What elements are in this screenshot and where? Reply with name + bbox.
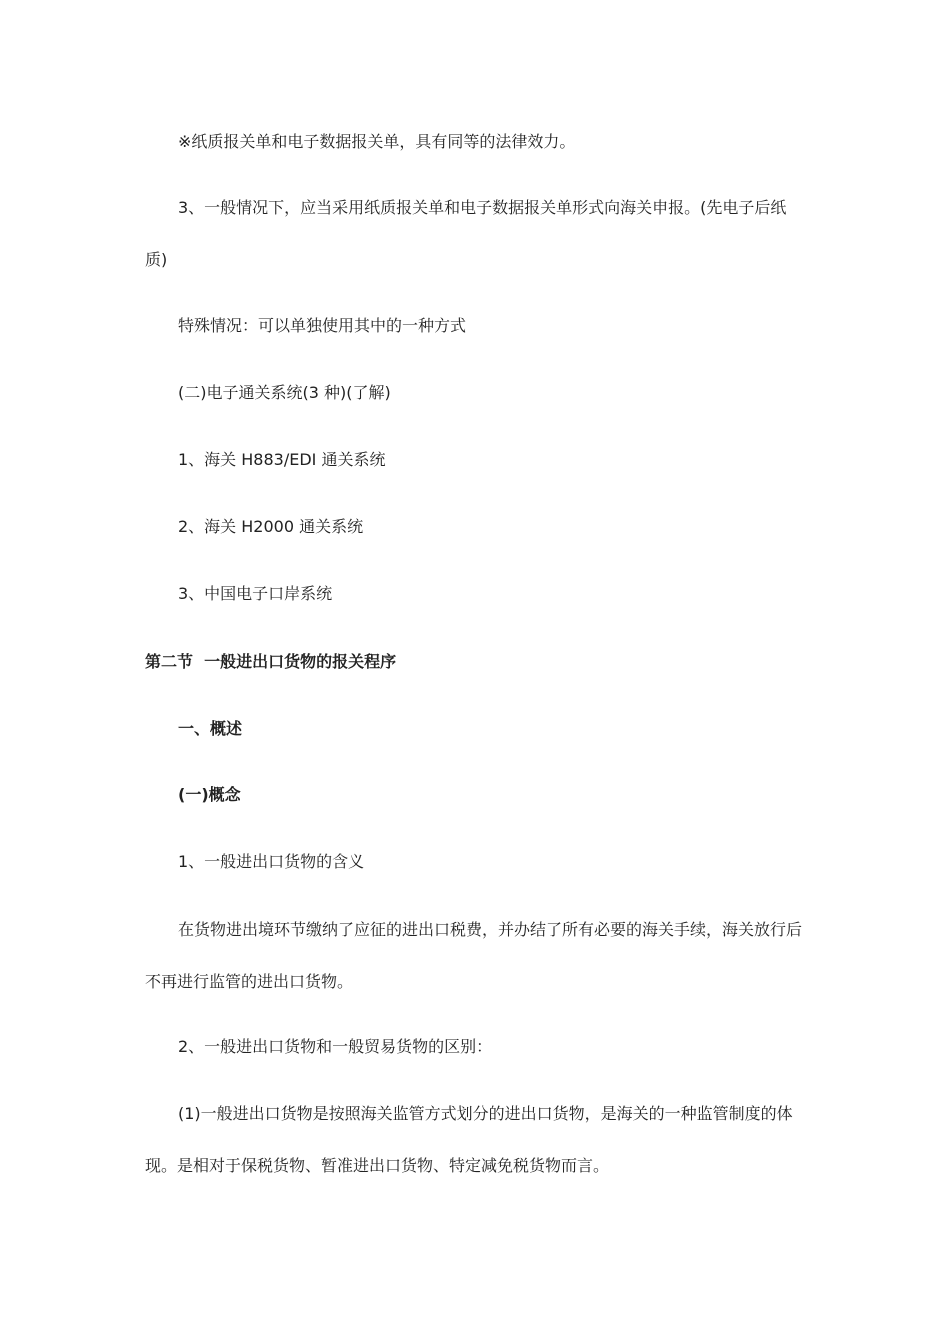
list-item-h883-edi: 1、海关 H883/EDI 通关系统 [178, 450, 386, 469]
list-item-china-eport: 3、中国电子口岸系统 [178, 584, 333, 603]
section-heading: 第二节 一般进出口货物的报关程序 [145, 652, 397, 671]
paragraph-meaning-heading: 1、一般进出口货物的含义 [178, 852, 365, 871]
paragraph-declaration-form: 3、一般情况下，应当采用纸质报关单和电子数据报关单形式向海关申报。(先电子后纸质) [145, 198, 787, 269]
paragraph-special-case: 特殊情况：可以单独使用其中的一种方式 [178, 316, 467, 335]
paragraph-difference-body: (1)一般进出口货物是按照海关监管方式划分的进出口货物，是海关的一种监管制度的体现。是相对于保税货物、暂准进出口货物、特定减免税货物而言。 [145, 1104, 793, 1175]
paragraph-meaning-body: 在货物进出境环节缴纳了应征的进出口税费，并办结了所有必要的海关手续，海关放行后不再进行监管的进出口货物。 [145, 920, 803, 991]
subsection-heading-overview: 一、概述 [178, 719, 243, 738]
subsection-heading-concept: (一)概念 [178, 785, 241, 804]
paragraph-electronic-clearance-heading: (二)电子通关系统(3 种)(了解) [178, 383, 391, 402]
paragraph-difference-heading: 2、一般进出口货物和一般贸易货物的区别： [178, 1037, 493, 1056]
paragraph-legal-effect: ※纸质报关单和电子数据报关单，具有同等的法律效力。 [178, 132, 576, 151]
list-item-h2000: 2、海关 H2000 通关系统 [178, 517, 364, 536]
